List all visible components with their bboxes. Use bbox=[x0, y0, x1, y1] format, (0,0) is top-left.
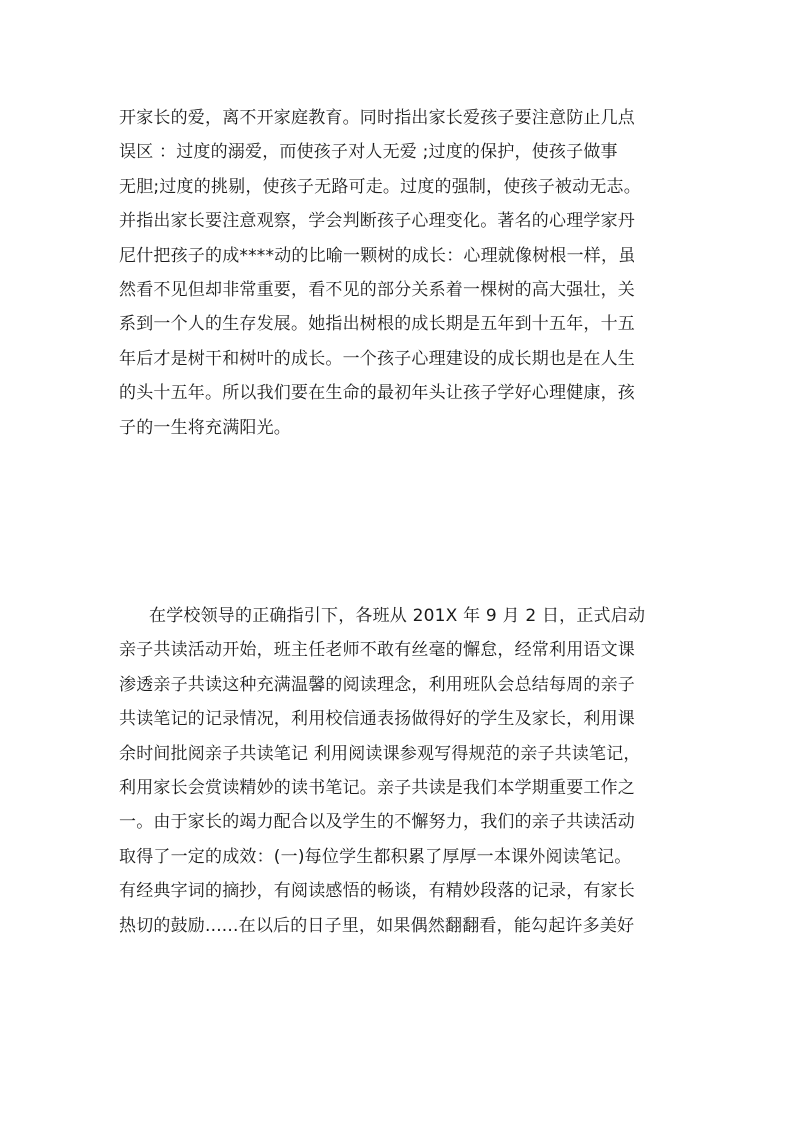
text-line: 热切的鼓励......在以后的日子里，如果偶然翻翻看，能勾起许多美好 bbox=[119, 915, 635, 936]
text-line: 的头十五年。所以我们要在生命的最初年头让孩子学好心理健康，孩 bbox=[119, 383, 635, 404]
text-line: 误区 ：过度的溺爱，而使孩子对人无爱 ;过度的保护，使孩子做事 bbox=[119, 142, 618, 163]
text-line: 亲子共读活动开始，班主任老师不敢有丝毫的懈怠，经常利用语文课 bbox=[119, 640, 635, 661]
text-line: 系到一个人的生存发展。她指出树根的成长期是五年到十五年，十五 bbox=[119, 314, 635, 335]
paragraph-parent-child-reading bbox=[119, 599, 691, 943]
text-line: 尼什把孩子的成****动的比喻一颗树的成长：心理就像树根一样，虽 bbox=[119, 245, 636, 266]
text-line: 有经典字词的摘抄，有阅读感悟的畅谈，有精妙段落的记录，有家长 bbox=[119, 881, 635, 902]
text-line: 渗透亲子共读这种充满温馨的阅读理念，利用班队会总结每周的亲子 bbox=[119, 674, 635, 695]
text-line: 余时间批阅亲子共读笔记 利用阅读课参观写得规范的亲子共读笔记， bbox=[119, 743, 641, 764]
paragraph-parenting-education bbox=[119, 101, 691, 445]
text-line: 一。由于家长的竭力配合以及学生的不懈努力，我们的亲子共读活动 bbox=[119, 812, 635, 833]
text-line: 在学校领导的正确指引下，各班从 201X 年 9 月 2 日，正式启动 bbox=[149, 606, 646, 626]
text-line: 然看不见但却非常重要，看不见的部分关系着一棵树的高大强壮，关 bbox=[119, 279, 635, 300]
text-line: 取得了一定的成效：(一)每位学生都积累了厚厚一本课外阅读笔记。 bbox=[119, 846, 632, 867]
text-line: 无胆;过度的挑剔，使孩子无路可走。过度的强制，使孩子被动无志。 bbox=[119, 176, 641, 197]
text-line: 利用家长会赏读精妙的读书笔记。亲子共读是我们本学期重要工作之 bbox=[119, 777, 635, 798]
text-line: 开家长的爱，离不开家庭教育。同时指出家长爱孩子要注意防止几点 bbox=[119, 108, 635, 128]
text-line: 年后才是树干和树叶的成长。一个孩子心理建设的成长期也是在人生 bbox=[119, 348, 635, 369]
text-line: 并指出家长要注意观察，学会判断孩子心理变化。著名的心理学家丹 bbox=[119, 211, 635, 232]
text-line: 子的一生将充满阳光。 bbox=[119, 417, 291, 438]
text-line: 共读笔记的记录情况，利用校信通表扬做得好的学生及家长，利用课 bbox=[119, 709, 635, 730]
